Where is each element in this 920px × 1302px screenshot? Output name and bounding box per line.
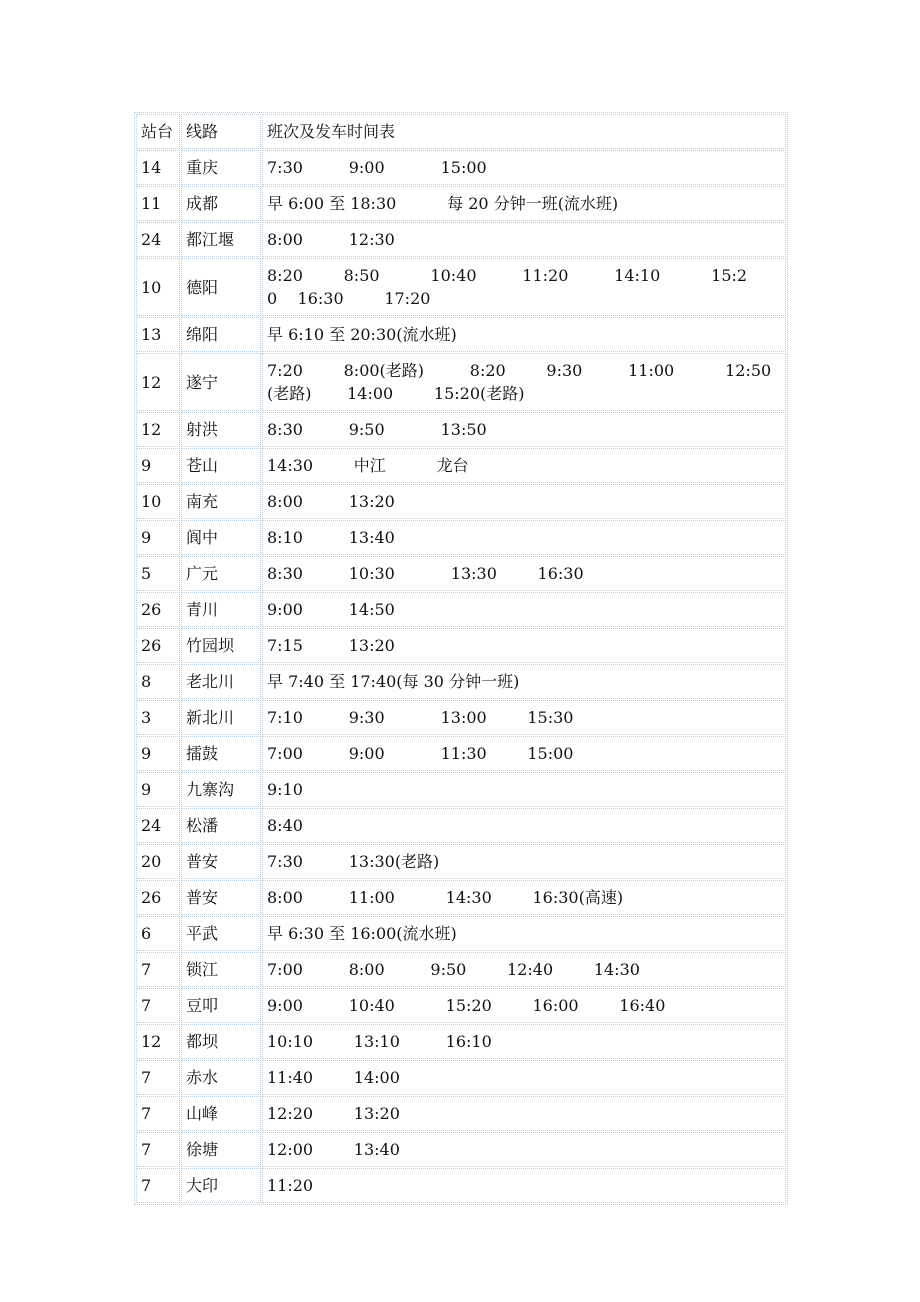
stand-cell: 12 xyxy=(136,353,180,411)
stand-cell: 7 xyxy=(136,1168,180,1203)
header-stand: 站台 xyxy=(136,114,180,149)
table-row xyxy=(136,916,786,951)
stand-cell: 9 xyxy=(136,520,180,555)
route-cell: 阆中 xyxy=(181,520,261,555)
times-cell: 早 6:10 至 20:30(流水班) xyxy=(262,317,786,352)
times-cell: 8:30 9:50 13:50 xyxy=(262,412,786,447)
table-row xyxy=(136,952,786,987)
table-row xyxy=(136,1024,786,1059)
route-cell: 平武 xyxy=(181,916,261,951)
stand-cell: 14 xyxy=(136,150,180,185)
stand-cell: 26 xyxy=(136,592,180,627)
table-row xyxy=(136,664,786,699)
times-cell: 早 7:40 至 17:40(每 30 分钟一班) xyxy=(262,664,786,699)
route-cell: 锁江 xyxy=(181,952,261,987)
stand-cell: 9 xyxy=(136,772,180,807)
table-row xyxy=(136,484,786,519)
stand-cell: 12 xyxy=(136,1024,180,1059)
times-cell: 9:10 xyxy=(262,772,786,807)
table-row xyxy=(136,1132,786,1167)
stand-cell: 26 xyxy=(136,880,180,915)
header-times: 班次及发车时间表 xyxy=(262,114,786,149)
table-row xyxy=(136,700,786,735)
table-row xyxy=(136,222,786,257)
stand-cell: 7 xyxy=(136,1096,180,1131)
bus-schedule-table xyxy=(134,112,788,1205)
times-cell: 8:40 xyxy=(262,808,786,843)
table-row xyxy=(136,448,786,483)
table-row xyxy=(136,317,786,352)
stand-cell: 11 xyxy=(136,186,180,221)
route-cell: 苍山 xyxy=(181,448,261,483)
table-row xyxy=(136,880,786,915)
stand-cell: 7 xyxy=(136,1060,180,1095)
route-cell: 大印 xyxy=(181,1168,261,1203)
stand-cell: 12 xyxy=(136,412,180,447)
route-cell: 广元 xyxy=(181,556,261,591)
times-cell: 11:40 14:00 xyxy=(262,1060,786,1095)
times-cell: 7:30 9:00 15:00 xyxy=(262,150,786,185)
times-cell: 8:10 13:40 xyxy=(262,520,786,555)
times-cell: 7:30 13:30(老路) xyxy=(262,844,786,879)
route-cell: 南充 xyxy=(181,484,261,519)
times-cell: 7:20 8:00(老路) 8:20 9:30 11:00 12:50(老路) 14:00 15:20(老路) xyxy=(262,353,786,411)
route-cell: 遂宁 xyxy=(181,353,261,411)
times-cell: 8:00 12:30 xyxy=(262,222,786,257)
times-cell: 12:00 13:40 xyxy=(262,1132,786,1167)
times-cell: 11:20 xyxy=(262,1168,786,1203)
times-cell: 早 6:00 至 18:30 每 20 分钟一班(流水班) xyxy=(262,186,786,221)
table-row xyxy=(136,772,786,807)
stand-cell: 8 xyxy=(136,664,180,699)
stand-cell: 10 xyxy=(136,484,180,519)
route-cell: 普安 xyxy=(181,880,261,915)
table-row xyxy=(136,628,786,663)
times-cell: 9:00 10:40 15:20 16:00 16:40 xyxy=(262,988,786,1023)
route-cell: 成都 xyxy=(181,186,261,221)
table-row xyxy=(136,258,786,316)
stand-cell: 7 xyxy=(136,952,180,987)
route-cell: 都坝 xyxy=(181,1024,261,1059)
stand-cell: 10 xyxy=(136,258,180,316)
table-row xyxy=(136,592,786,627)
route-cell: 赤水 xyxy=(181,1060,261,1095)
schedule-body xyxy=(136,114,786,1203)
stand-cell: 3 xyxy=(136,700,180,735)
times-cell: 8:00 13:20 xyxy=(262,484,786,519)
times-cell: 早 6:30 至 16:00(流水班) xyxy=(262,916,786,951)
route-cell: 德阳 xyxy=(181,258,261,316)
table-row xyxy=(136,988,786,1023)
table-row xyxy=(136,808,786,843)
route-cell: 重庆 xyxy=(181,150,261,185)
route-cell: 松潘 xyxy=(181,808,261,843)
times-cell: 8:20 8:50 10:40 11:20 14:10 15:20 16:30 17:20 xyxy=(262,258,786,316)
stand-cell: 24 xyxy=(136,808,180,843)
table-row xyxy=(136,736,786,771)
times-cell: 7:15 13:20 xyxy=(262,628,786,663)
times-cell: 7:00 8:00 9:50 12:40 14:30 xyxy=(262,952,786,987)
table-row xyxy=(136,556,786,591)
times-cell: 14:30 中江 龙台 xyxy=(262,448,786,483)
table-row xyxy=(136,844,786,879)
header-row xyxy=(136,114,786,149)
table-row xyxy=(136,412,786,447)
times-cell: 10:10 13:10 16:10 xyxy=(262,1024,786,1059)
times-cell: 8:00 11:00 14:30 16:30(高速) xyxy=(262,880,786,915)
table-row xyxy=(136,353,786,411)
table-row xyxy=(136,1096,786,1131)
table-row xyxy=(136,150,786,185)
stand-cell: 13 xyxy=(136,317,180,352)
route-cell: 老北川 xyxy=(181,664,261,699)
stand-cell: 9 xyxy=(136,448,180,483)
table-row xyxy=(136,520,786,555)
table-row xyxy=(136,1060,786,1095)
times-cell: 9:00 14:50 xyxy=(262,592,786,627)
route-cell: 绵阳 xyxy=(181,317,261,352)
stand-cell: 7 xyxy=(136,988,180,1023)
route-cell: 徐塘 xyxy=(181,1132,261,1167)
route-cell: 新北川 xyxy=(181,700,261,735)
route-cell: 九寨沟 xyxy=(181,772,261,807)
stand-cell: 26 xyxy=(136,628,180,663)
route-cell: 竹园坝 xyxy=(181,628,261,663)
stand-cell: 9 xyxy=(136,736,180,771)
stand-cell: 24 xyxy=(136,222,180,257)
stand-cell: 6 xyxy=(136,916,180,951)
table-row xyxy=(136,1168,786,1203)
route-cell: 山峰 xyxy=(181,1096,261,1131)
times-cell: 12:20 13:20 xyxy=(262,1096,786,1131)
route-cell: 擂鼓 xyxy=(181,736,261,771)
stand-cell: 20 xyxy=(136,844,180,879)
route-cell: 都江堰 xyxy=(181,222,261,257)
route-cell: 豆叩 xyxy=(181,988,261,1023)
route-cell: 青川 xyxy=(181,592,261,627)
stand-cell: 7 xyxy=(136,1132,180,1167)
header-route: 线路 xyxy=(181,114,261,149)
route-cell: 普安 xyxy=(181,844,261,879)
table-row xyxy=(136,186,786,221)
times-cell: 7:00 9:00 11:30 15:00 xyxy=(262,736,786,771)
stand-cell: 5 xyxy=(136,556,180,591)
times-cell: 7:10 9:30 13:00 15:30 xyxy=(262,700,786,735)
route-cell: 射洪 xyxy=(181,412,261,447)
times-cell: 8:30 10:30 13:30 16:30 xyxy=(262,556,786,591)
